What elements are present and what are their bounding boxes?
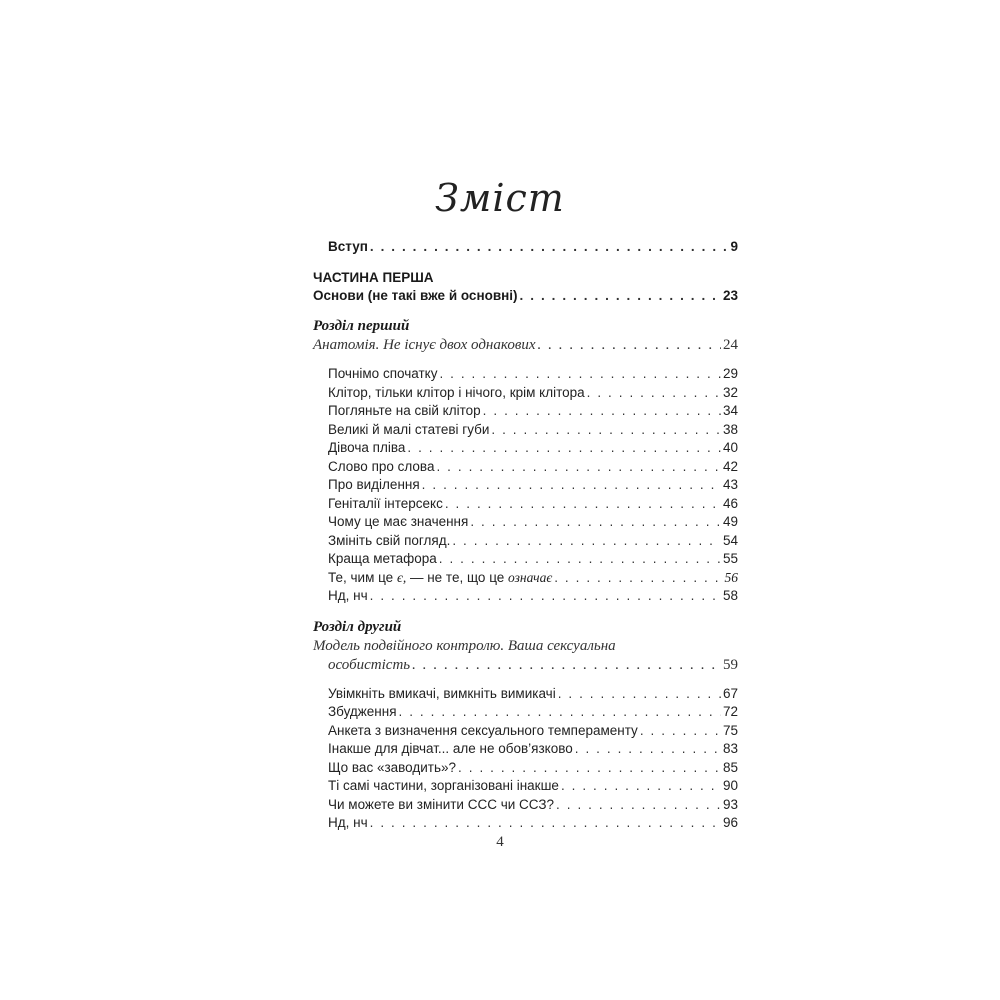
- section-heading: Розділ другий: [313, 618, 402, 635]
- entry-page: 85: [722, 759, 738, 775]
- leader-dots: [399, 703, 721, 722]
- entry-label: Анатомія. Не існує двох однакових: [313, 337, 536, 353]
- leader-dots: [439, 365, 721, 384]
- entry-label: Чому це має значення: [328, 514, 469, 529]
- entry-label: Збудження: [328, 704, 397, 719]
- contents-title: Зміст: [435, 176, 565, 220]
- entry-label: Великі й малі статеві губи: [328, 421, 490, 437]
- leader-dots: [483, 402, 721, 421]
- leader-dots: [558, 685, 721, 704]
- leader-dots: [520, 287, 721, 306]
- entry-label: Основи (не такі вже й основні): [313, 287, 518, 303]
- entry-label: Чи можете ви змінити ССС чи ССЗ?: [328, 796, 555, 812]
- entry-label: Погляньте на свій клітор: [328, 403, 481, 418]
- entry-page: 49: [722, 514, 738, 529]
- toc-entry[interactable]: [313, 587, 738, 606]
- entry-page: 29: [722, 366, 738, 381]
- toc-entry[interactable]: [313, 759, 738, 778]
- leader-dots: [412, 656, 721, 675]
- leader-dots: [370, 814, 721, 833]
- leader-dots: [491, 421, 721, 440]
- leader-dots: [445, 495, 721, 514]
- entry-label: Ті самі частини, зорганізовані інакше: [328, 778, 559, 793]
- entry-label: Дівоча пліва: [328, 440, 406, 455]
- entry-label: Нд, нч: [328, 815, 368, 830]
- entry-page: 46: [722, 495, 738, 511]
- table-of-contents: [313, 238, 738, 833]
- leader-dots: [458, 759, 721, 778]
- toc-entry[interactable]: [313, 569, 738, 588]
- page-number: 4: [496, 834, 504, 850]
- toc-entry[interactable]: [313, 703, 738, 722]
- entry-label: Вступ: [328, 239, 368, 254]
- entry-page: 72: [722, 704, 738, 719]
- leader-dots: [575, 740, 721, 759]
- label-part-italic: означає: [508, 569, 553, 585]
- toc-entry[interactable]: [313, 439, 738, 458]
- entry-label: Геніталії інтерсекс: [328, 495, 443, 511]
- toc-entry[interactable]: [313, 384, 738, 403]
- entry-page: 38: [722, 421, 738, 437]
- entry-label: Анкета з визначення сексуального темпераменту: [328, 722, 638, 738]
- entry-page: 23: [722, 287, 738, 303]
- entry-page: 90: [722, 778, 738, 793]
- leader-dots: [436, 458, 721, 477]
- entry-label: Увімкніть вмикачі, вимкніть вимикачі: [328, 685, 556, 701]
- toc-entry[interactable]: [313, 796, 738, 815]
- leader-dots: [370, 587, 721, 606]
- entry-page: 75: [722, 722, 738, 738]
- leader-dots: [439, 550, 721, 569]
- leader-dots: [407, 439, 721, 458]
- entry-page: 67: [722, 685, 738, 701]
- toc-entry[interactable]: [313, 685, 738, 704]
- toc-entry[interactable]: [313, 421, 738, 440]
- leader-dots: [587, 384, 721, 403]
- section-heading: Розділ перший: [313, 318, 410, 334]
- toc-entry[interactable]: [313, 550, 738, 569]
- entry-page: 40: [722, 440, 738, 455]
- entry-label: особистість: [328, 656, 411, 673]
- toc-entry[interactable]: [313, 814, 738, 833]
- leader-dots: [470, 513, 721, 532]
- toc-entry[interactable]: [313, 365, 738, 384]
- entry-label: Краща метафора: [328, 551, 437, 566]
- label-part-italic: є,: [396, 569, 407, 585]
- toc-entry[interactable]: [313, 722, 738, 741]
- entry-label: Інакше для дівчат... але не обов’язково: [328, 741, 573, 756]
- entry-label: Змініть свій погляд.: [328, 532, 451, 548]
- toc-entry[interactable]: [313, 476, 738, 495]
- toc-entry[interactable]: [313, 402, 738, 421]
- entry-page: 43: [722, 477, 738, 492]
- leader-dots: [554, 569, 722, 588]
- entry-page: 59: [723, 656, 738, 673]
- toc-entry-intro[interactable]: [313, 238, 738, 257]
- entry-label: [328, 569, 552, 588]
- entry-label: Слово про слова: [328, 458, 435, 474]
- entry-page: 55: [722, 551, 738, 566]
- entry-page: 96: [722, 815, 738, 830]
- entry-label: Що вас «заводить»?: [328, 759, 457, 775]
- entry-page: 54: [722, 532, 738, 548]
- leader-dots: [538, 336, 722, 355]
- entry-label: Почнімо спочатку: [328, 366, 438, 381]
- entry-label: Нд, нч: [328, 588, 368, 603]
- toc-entry[interactable]: [313, 495, 738, 514]
- leader-dots: [640, 722, 721, 741]
- leader-dots: [561, 777, 721, 796]
- toc-entry[interactable]: [313, 532, 738, 551]
- entry-page: 58: [722, 588, 738, 603]
- entry-page: 9: [730, 239, 738, 254]
- leader-dots: [370, 238, 729, 257]
- toc-entry-section-one[interactable]: [313, 336, 738, 355]
- toc-entry[interactable]: [313, 740, 738, 759]
- entry-page: 24: [723, 337, 738, 353]
- entry-page: 32: [722, 384, 738, 400]
- label-part: Те, чим це: [328, 569, 397, 585]
- entry-page: 93: [722, 796, 738, 812]
- toc-entry[interactable]: [313, 777, 738, 796]
- toc-entry[interactable]: [313, 458, 738, 477]
- entry-page: 34: [722, 403, 738, 418]
- entry-label: Клітор, тільки клітор і нічого, крім клітора: [328, 384, 585, 400]
- toc-entry-part-one[interactable]: [313, 287, 738, 306]
- entry-page: 83: [722, 741, 738, 756]
- part-heading: ЧАСТИНА ПЕРША: [313, 269, 434, 285]
- label-part: — не те, що це: [406, 569, 509, 585]
- entry-page: 56: [724, 569, 738, 585]
- toc-entry-section-two[interactable]: [313, 656, 738, 675]
- entry-label: Про виділення: [328, 477, 420, 492]
- leader-dots: [422, 476, 721, 495]
- toc-entry[interactable]: [313, 513, 738, 532]
- section-title-line: Модель подвійного контролю. Ваша сексуальна: [313, 637, 616, 654]
- entry-page: 42: [722, 458, 738, 474]
- leader-dots: [556, 796, 721, 815]
- leader-dots: [452, 532, 721, 551]
